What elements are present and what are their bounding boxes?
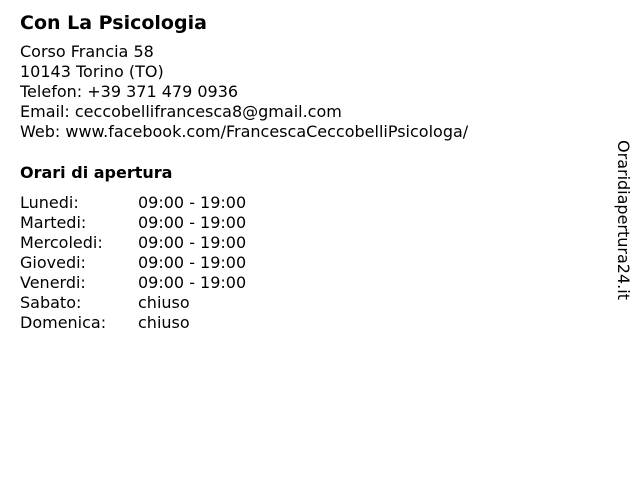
day-label: Giovedi: — [20, 253, 86, 272]
day-hours: 09:00 - 19:00 — [138, 193, 247, 212]
email-line — [20, 102, 600, 122]
hours-row-thursday — [20, 253, 246, 273]
day-label: Mercoledi: — [20, 233, 103, 252]
day-hours: 09:00 - 19:00 — [138, 273, 247, 292]
day-label: Sabato: — [20, 293, 82, 312]
site-watermark: Oraridiapertura24.it — [614, 140, 633, 300]
hours-row-tuesday — [20, 213, 246, 233]
hours-row-saturday — [20, 293, 246, 313]
web-label: Web: — [20, 122, 61, 141]
web-link[interactable]: www.facebook.com/FrancescaCeccobelliPsicologa/ — [65, 122, 469, 141]
hours-row-monday — [20, 193, 246, 213]
address-line-street: Corso Francia 58 — [20, 42, 154, 61]
email-label: Email: — [20, 102, 70, 121]
day-hours: 09:00 - 19:00 — [138, 233, 247, 252]
day-hours: chiuso — [138, 313, 190, 332]
day-hours: 09:00 - 19:00 — [138, 253, 247, 272]
web-line — [20, 122, 600, 142]
day-label: Venerdi: — [20, 273, 86, 292]
day-label: Martedi: — [20, 213, 87, 232]
phone-label: Telefon: — [20, 82, 83, 101]
day-label: Domenica: — [20, 313, 107, 332]
hours-row-friday — [20, 273, 246, 293]
hours-row-wednesday — [20, 233, 246, 253]
day-hours: chiuso — [138, 293, 190, 312]
email-address[interactable]: ceccobellifrancesca8@gmail.com — [74, 102, 342, 121]
hours-row-sunday — [20, 313, 246, 333]
opening-hours-title: Orari di apertura — [20, 163, 173, 182]
address-line-city: 10143 Torino (TO) — [20, 62, 164, 81]
phone-line — [20, 82, 600, 102]
phone-number[interactable]: +39 371 479 0936 — [87, 82, 239, 101]
opening-hours-table — [20, 193, 246, 333]
day-hours: 09:00 - 19:00 — [138, 213, 247, 232]
day-label: Lunedi: — [20, 193, 79, 212]
business-card — [20, 10, 600, 333]
business-name: Con La Psicologia — [20, 12, 207, 34]
